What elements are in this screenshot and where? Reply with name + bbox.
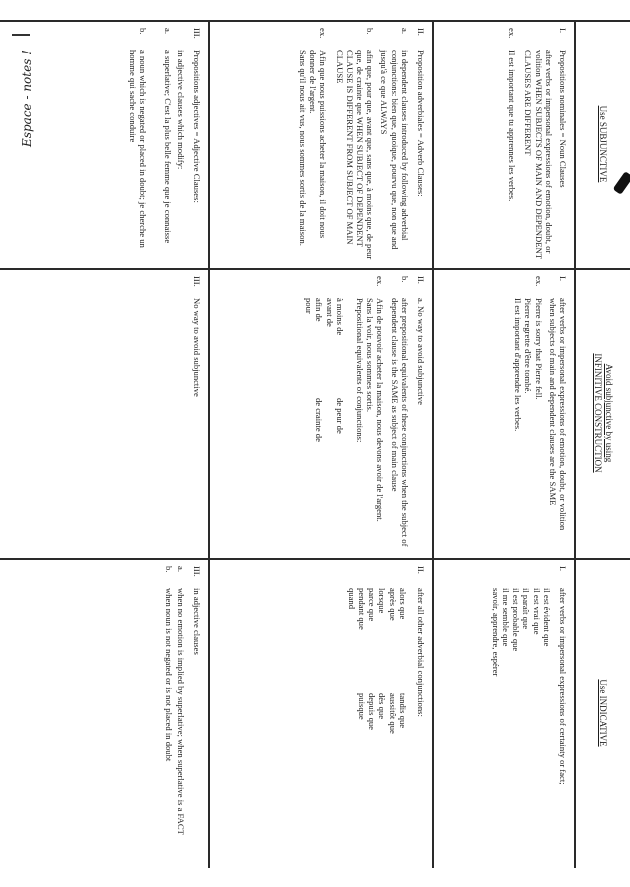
ind-d2-number: II. bbox=[416, 566, 426, 574]
ind-d1-list bbox=[491, 566, 552, 860]
inf-i1-text: after verbs or impersonal expressions of emotion, doubt, or volition when subjects of main and dependent clauses are the SAME bbox=[547, 298, 568, 531]
subj-s2a-label: a. bbox=[399, 28, 410, 34]
row-rule-1 bbox=[432, 20, 434, 868]
inf-i1-number: I. bbox=[558, 276, 568, 282]
inf-section-2 bbox=[304, 276, 426, 548]
certainty-expression-item: il me semble que bbox=[500, 588, 511, 647]
conjunction-item: lorsque bbox=[377, 588, 388, 614]
ind-d2-text: after all other adverbial conjunctions: bbox=[416, 588, 426, 717]
ind-d1-number: I. bbox=[558, 566, 568, 572]
header-subjunctive bbox=[576, 22, 630, 266]
conjunction-item: aussitôt que bbox=[387, 693, 398, 734]
ind-conjunction-list-right bbox=[347, 693, 408, 788]
subj-s1-example: Il est important que tu apprennes les verbes. bbox=[507, 50, 518, 202]
inf-preposition-grid bbox=[304, 276, 345, 488]
subj-s3-title: Propositions adjectives = Adjective Clauses: bbox=[192, 50, 202, 203]
subj-s1-ex-label: ex. bbox=[507, 28, 518, 39]
subj-s2-example-1: Afin que nous puissions acheter la maison, il doit nous donner de l'argent. bbox=[308, 50, 329, 239]
subj-s2-title: Proposition adverbiales = Adverb Clauses: bbox=[416, 50, 426, 197]
column-divider-1 bbox=[0, 268, 630, 270]
subj-section-1 bbox=[507, 28, 568, 260]
inf-i2-example-1: Afin de pouvoir acheter la maison, nous devons avoir de l'argent. bbox=[375, 298, 386, 522]
inf-i3-text: No way to avoid subjunctive bbox=[192, 298, 202, 397]
inf-i1-example-2: Pierre regrette d'être tombé. bbox=[523, 298, 534, 394]
conjunction-item: depuis que bbox=[367, 693, 378, 730]
handwritten-tick bbox=[12, 34, 30, 36]
conjunction-item: alors que bbox=[397, 588, 408, 620]
inf-i2b-label: b. bbox=[399, 276, 410, 283]
header-indicative bbox=[576, 560, 630, 866]
certainty-expression-item: il est probable que bbox=[511, 588, 522, 652]
column-divider-2 bbox=[0, 558, 630, 560]
conjunction-item: tandis que bbox=[397, 693, 408, 729]
subj-s1-text: after verbs or impersonal expressions of emotion, doubt, or volition WHEN SUBJECTS OF MAIN AND DEPENDENT CLAUSES ARE DIFFERENT bbox=[523, 50, 554, 259]
ind-d1-text: after verbs or impersonal expressions of certainty or fact; bbox=[558, 588, 568, 785]
subj-s2b-label: b. bbox=[365, 28, 376, 35]
preposition-item bbox=[324, 398, 334, 488]
subj-s3-intro: in adjective clauses which modify: bbox=[175, 50, 186, 170]
row-rule-2 bbox=[208, 20, 210, 868]
subj-s1-number: I. bbox=[558, 28, 568, 34]
certainty-expression-item: il est évident que bbox=[541, 588, 552, 647]
preposition-item: afin de bbox=[314, 298, 325, 322]
subj-s2-example-2: Sans qu'il nous ait vus, nous sommes sortis de la maison. bbox=[297, 50, 308, 246]
subj-s3a-label: a. bbox=[162, 28, 173, 34]
ind-d3a-text: when no emotion is implied by superlative; when superlative is a FACT bbox=[175, 588, 186, 835]
header-subjunctive-label: Use SUBJUNCTIVE bbox=[598, 105, 609, 183]
preposition-item: pour bbox=[304, 298, 315, 314]
inf-section-1 bbox=[513, 276, 568, 548]
subj-s3b-text: a noun which is negated or placed in doubt; je cherche un homme qui sache conduire bbox=[128, 50, 149, 248]
inf-i2-ex-label: ex. bbox=[375, 276, 386, 287]
subj-s2b-text: afin que, pour que, avant que, sans que, à moins que, de peur que, de crainte que WHEN SUBJECT OF DEPENDENT CLAUSE IS DIFFERENT FROM SUBJECT OF MAIN CLAUSE bbox=[334, 50, 376, 260]
inf-preposition-list-left bbox=[304, 298, 345, 388]
conjunction-item: dès que bbox=[377, 693, 388, 720]
inf-i2-number: II. bbox=[416, 276, 426, 284]
subj-s2-ex-label: ex. bbox=[318, 28, 329, 39]
subj-s2-number: II. bbox=[416, 28, 426, 36]
header-infinitive-line2: INFINITIVE CONSTRUCTION bbox=[593, 353, 603, 473]
ind-d3-number: III. bbox=[192, 566, 202, 577]
preposition-item: de peur de bbox=[334, 398, 345, 434]
ind-d3b-text: when noun is not negated or is not placed in doubt bbox=[163, 588, 174, 762]
inf-section-3 bbox=[192, 276, 202, 548]
conjunction-item: pendant que bbox=[356, 588, 367, 630]
table-border-left bbox=[0, 20, 630, 22]
conjunction-item: après que bbox=[387, 588, 398, 621]
inf-i1-example-3: Il est important d'apprendre les verbes. bbox=[513, 298, 524, 432]
ind-section-3 bbox=[163, 566, 202, 860]
ind-d3-text: in adjective clauses bbox=[192, 588, 202, 655]
ind-section-1 bbox=[491, 566, 568, 860]
preposition-item: de crainte de bbox=[314, 398, 325, 442]
ind-conjunction-grid bbox=[347, 566, 408, 788]
header-indicative-label: Use INDICATIVE bbox=[598, 679, 609, 747]
preposition-item: avant de bbox=[324, 298, 335, 327]
subj-section-3 bbox=[128, 28, 202, 260]
subj-s3b-label: b. bbox=[138, 28, 149, 35]
subj-s3-number: III. bbox=[192, 28, 202, 39]
certainty-expression-item: savoir, apprendre, espérer bbox=[490, 588, 501, 677]
certainty-expression-item: il paraît que bbox=[521, 588, 532, 630]
inf-i2a-text: a. No way to avoid subjunctive bbox=[416, 298, 426, 405]
subj-s2a-text: in dependent clauses introduced by following adverbial conjunctions: bien que, quoique, pourvu que, non que and jusqu'à ce que ALWAYS bbox=[379, 50, 410, 250]
conjunction-item: parce que bbox=[367, 588, 378, 622]
subj-s1-title: Propositions nominales = Noun Clauses bbox=[558, 50, 568, 188]
certainty-expression-item: il est vrai que bbox=[531, 588, 542, 635]
inf-i2-example-2: Sans la voir, nous sommes sortis. bbox=[365, 298, 376, 413]
handwritten-note: Espace - notes ! bbox=[20, 50, 34, 147]
preposition-item bbox=[304, 398, 314, 488]
header-infinitive-line1: Avoid subjunctive by using bbox=[604, 363, 614, 463]
subj-s3a-text: a superlative; C'est la plus belle femme que je connaisse bbox=[162, 50, 173, 244]
inf-preposition-list-right bbox=[304, 398, 345, 488]
conjunction-item bbox=[347, 693, 357, 788]
inf-i3-number: III. bbox=[192, 276, 202, 287]
subj-section-2 bbox=[295, 28, 426, 260]
inf-i1-ex-label: ex. bbox=[533, 276, 544, 287]
ind-section-2 bbox=[347, 566, 426, 860]
ind-d3b-label: b. bbox=[163, 566, 174, 573]
conjunction-item: quand bbox=[346, 588, 357, 610]
inf-i2b-text: after prepositional equivalents of these conjunctions when the subject of dependent clause is the SAME as subject of main clause bbox=[389, 298, 410, 547]
conjunction-item: puisque bbox=[356, 693, 367, 720]
ind-conjunction-list-left bbox=[347, 588, 408, 683]
ind-d3a-label: a. bbox=[175, 566, 186, 572]
inf-i1-example-1: Pierre is sorry that Pierre fell. bbox=[533, 298, 544, 400]
preposition-item: à moins de bbox=[334, 298, 345, 336]
inf-i2-equivalents-title: Prepositional equivalents of conjunctions: bbox=[354, 298, 365, 443]
header-infinitive bbox=[576, 270, 630, 556]
